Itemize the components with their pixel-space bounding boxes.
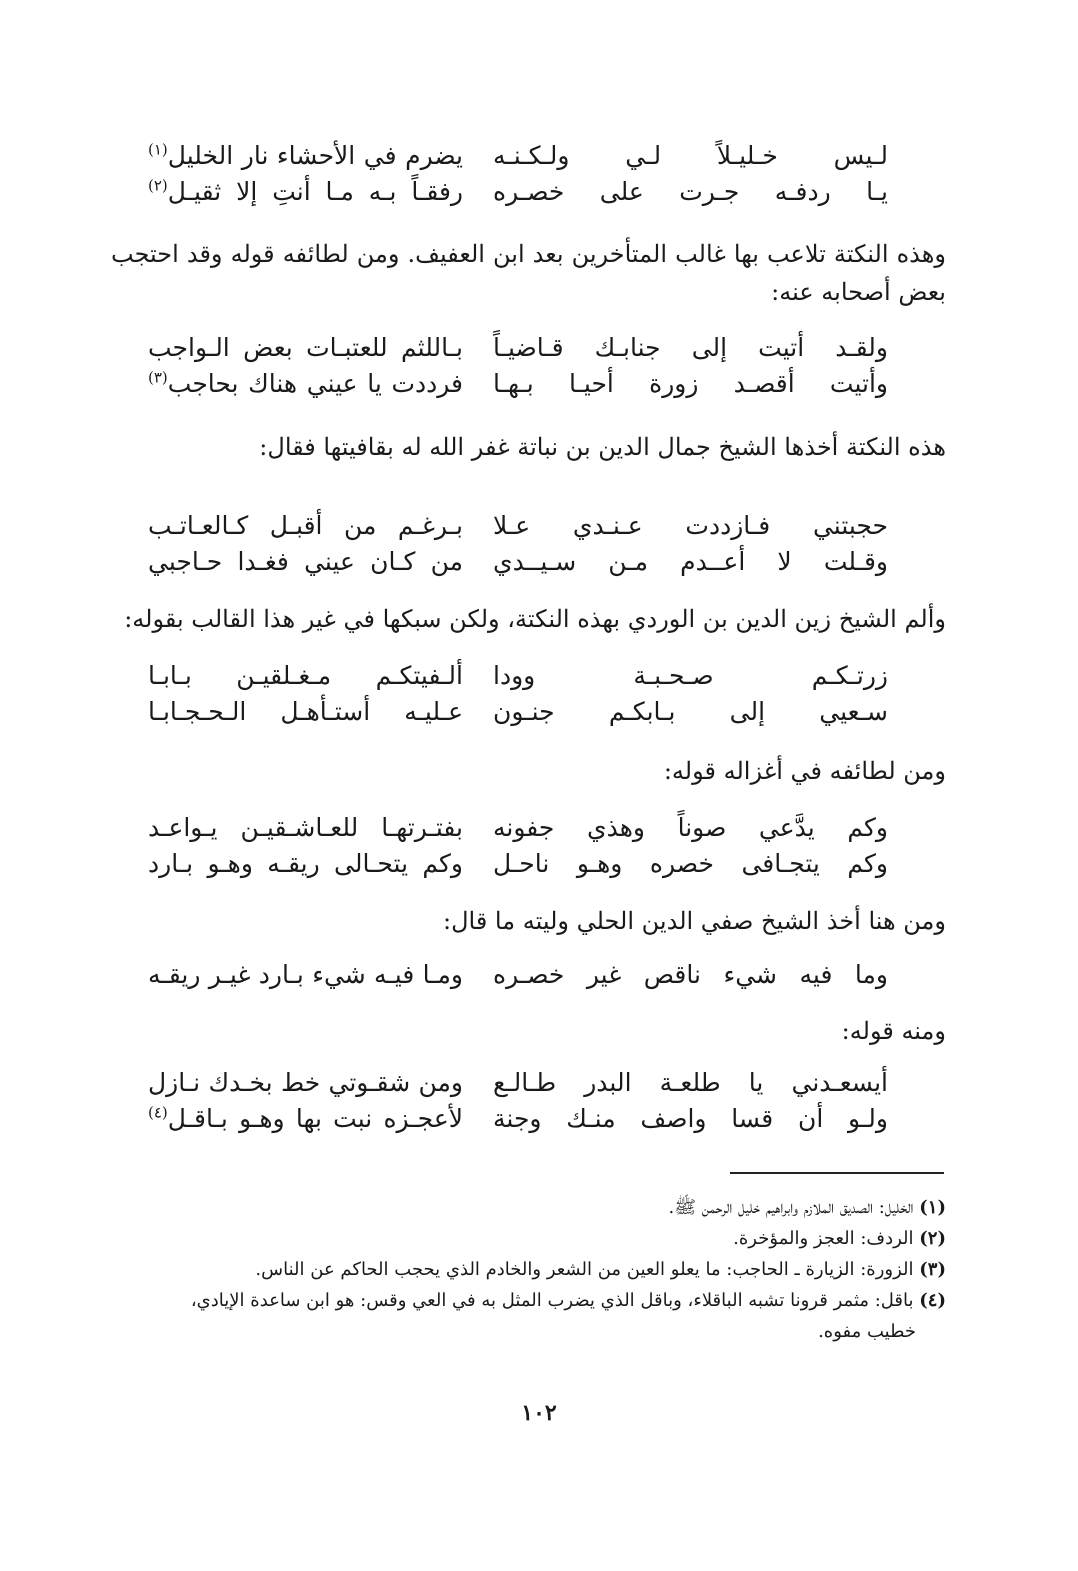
hemistich-first: ولقـد أتيت إلى جنابـك قـاضيـاً	[493, 333, 888, 362]
verse-line	[148, 174, 888, 210]
hemistich-second: من كـان عيني فغـدا حـاجبي	[148, 547, 463, 576]
hemistich-second: فرددت يا عيني هناك بحاجب$^{(٣)}$	[148, 368, 463, 398]
footnote-marker: (٣)	[148, 368, 168, 387]
footnote-marker: (٤)	[148, 1103, 168, 1122]
footnotes	[126, 1192, 946, 1347]
hemistich-first: يـا ردفـه جـرت على خصـره	[493, 177, 888, 206]
footnote-marker: (١)	[148, 140, 168, 159]
verse-line	[148, 330, 888, 366]
hemistich-first: لـيس خـليـلاً لـي ولـكـنـه	[493, 141, 888, 170]
verse-line	[148, 138, 888, 174]
footnote-2: (٢) الردف: العجز والمؤخرة.	[733, 1228, 946, 1249]
verse-line	[148, 366, 888, 402]
page-number: ١٠٢	[521, 1400, 557, 1426]
hemistich-first: حجبتني فـازددت عـنـدي عـلا	[493, 511, 888, 540]
hemistich-first: أيسعـدني يا طلعـة البدر طـالـع	[493, 1068, 888, 1097]
poem-stanza-1	[148, 138, 888, 210]
prose-paragraph-1: وهذه النكتة تلاعب بها غالب المتأخرين بعد ابن العفيف. ومن لطائفه قوله وقد احتجب بعض أصحابه عنه:	[111, 240, 946, 306]
verse-line	[148, 1065, 888, 1101]
verse-line	[148, 846, 888, 882]
footnote-1: (١) الخليل: الصديق الملازم وابراهيم خليل الرحمن ﷺ.	[668, 1197, 946, 1218]
footnote-4: (٤) باقل: مثمر قرونا تشبه الباقلاء، وباقل الذي يضرب المثل به في العي وقس: هو ابن ساعدة الإيادي، خطيب مفوه.	[190, 1290, 946, 1342]
footnote-3: (٣) الزورة: الزيارة ـ الحاجب: ما يعلو العين من الشعر والخادم الذي يحجب الحاكم عن الناس.	[255, 1259, 946, 1280]
hemistich-first: سـعيي إلى بـابكـم جنـون	[493, 697, 888, 726]
hemistich-second: ألـفيتكـم مـغـلقيـن بـابـا	[148, 661, 463, 690]
verse-line	[148, 544, 888, 580]
hemistich-first: وقـلت لا أعــدم مـن سـيــدي	[493, 547, 888, 576]
hemistich-second: ومن شقـوتي خط بخـدك نـازل	[148, 1068, 463, 1097]
verse-line	[148, 1101, 888, 1137]
hemistich-first: وما فيه شيء ناقص غير خصـره	[493, 960, 888, 989]
hemistich-second: وكم يتحـالى ريقـه وهـو بـارد	[148, 849, 463, 878]
prose-paragraph-4: ومن لطائفه في أغزاله قوله:	[663, 757, 946, 785]
hemistich-first: وكم يتجـافى خصره وهـو ناحـل	[493, 849, 888, 878]
hemistich-second: ومـا فيـه شيء بـارد غيـر ريقـه	[148, 960, 463, 989]
hemistich-second: رفقـاً بـه مـا أنتِ إلا ثقيـل$^{(٢)}$	[148, 176, 463, 206]
prose-paragraph-3: وألم الشيخ زين الدين بن الوردي بهذه النكتة، ولكن سبكها في غير هذا القالب بقوله:	[124, 605, 946, 633]
prose-paragraph-6: ومنه قوله:	[841, 1017, 946, 1045]
verse-line	[148, 658, 888, 694]
poem-stanza-5	[148, 810, 888, 882]
footnote-separator	[730, 1172, 944, 1174]
hemistich-second: يضرم في الأحشاء نار الخليل$^{(١)}$	[148, 140, 463, 170]
verse-line	[148, 957, 888, 993]
hemistich-first: ولـو أن قسا واصف منـك وجنة	[493, 1104, 888, 1133]
verse-line	[148, 508, 888, 544]
hemistich-second: لأعجـزه نبت بها وهـو بـاقـل$^{(٤)}$	[148, 1103, 463, 1133]
prose-paragraph-2: هذه النكتة أخذها الشيخ جمال الدين بن نباتة غفر الله له بقافيتها فقال:	[259, 433, 946, 461]
hemistich-first: زرتـكـم صـحـبـة وودا	[493, 661, 888, 690]
hemistich-first: وكم يدَّعي صوناً وهذي جفونه	[493, 813, 888, 842]
poem-stanza-3	[148, 508, 888, 580]
verse-line	[148, 694, 888, 730]
poem-stanza-4	[148, 658, 888, 730]
verse-line	[148, 810, 888, 846]
prose-paragraph-5: ومن هنا أخذ الشيخ صفي الدين الحلي وليته ما قال:	[442, 907, 946, 935]
hemistich-second: عـليـه أستـأهـل الـحـجـابـا	[148, 697, 463, 726]
poem-stanza-2	[148, 330, 888, 402]
hemistich-second: بـرغـم من أقبـل كـالعـاتـب	[148, 511, 463, 540]
footnote-marker: (٢)	[148, 176, 168, 195]
poem-stanza-7	[148, 1065, 888, 1137]
hemistich-second: بـاللثم للعتبـات بعض الـواجب	[148, 333, 463, 362]
hemistich-first: وأتيت أقصـد زورة أحيـا بـهـا	[493, 369, 888, 398]
hemistich-second: بفتـرتهـا للعـاشـقيـن يـواعـد	[148, 813, 463, 842]
poem-stanza-6	[148, 957, 888, 993]
